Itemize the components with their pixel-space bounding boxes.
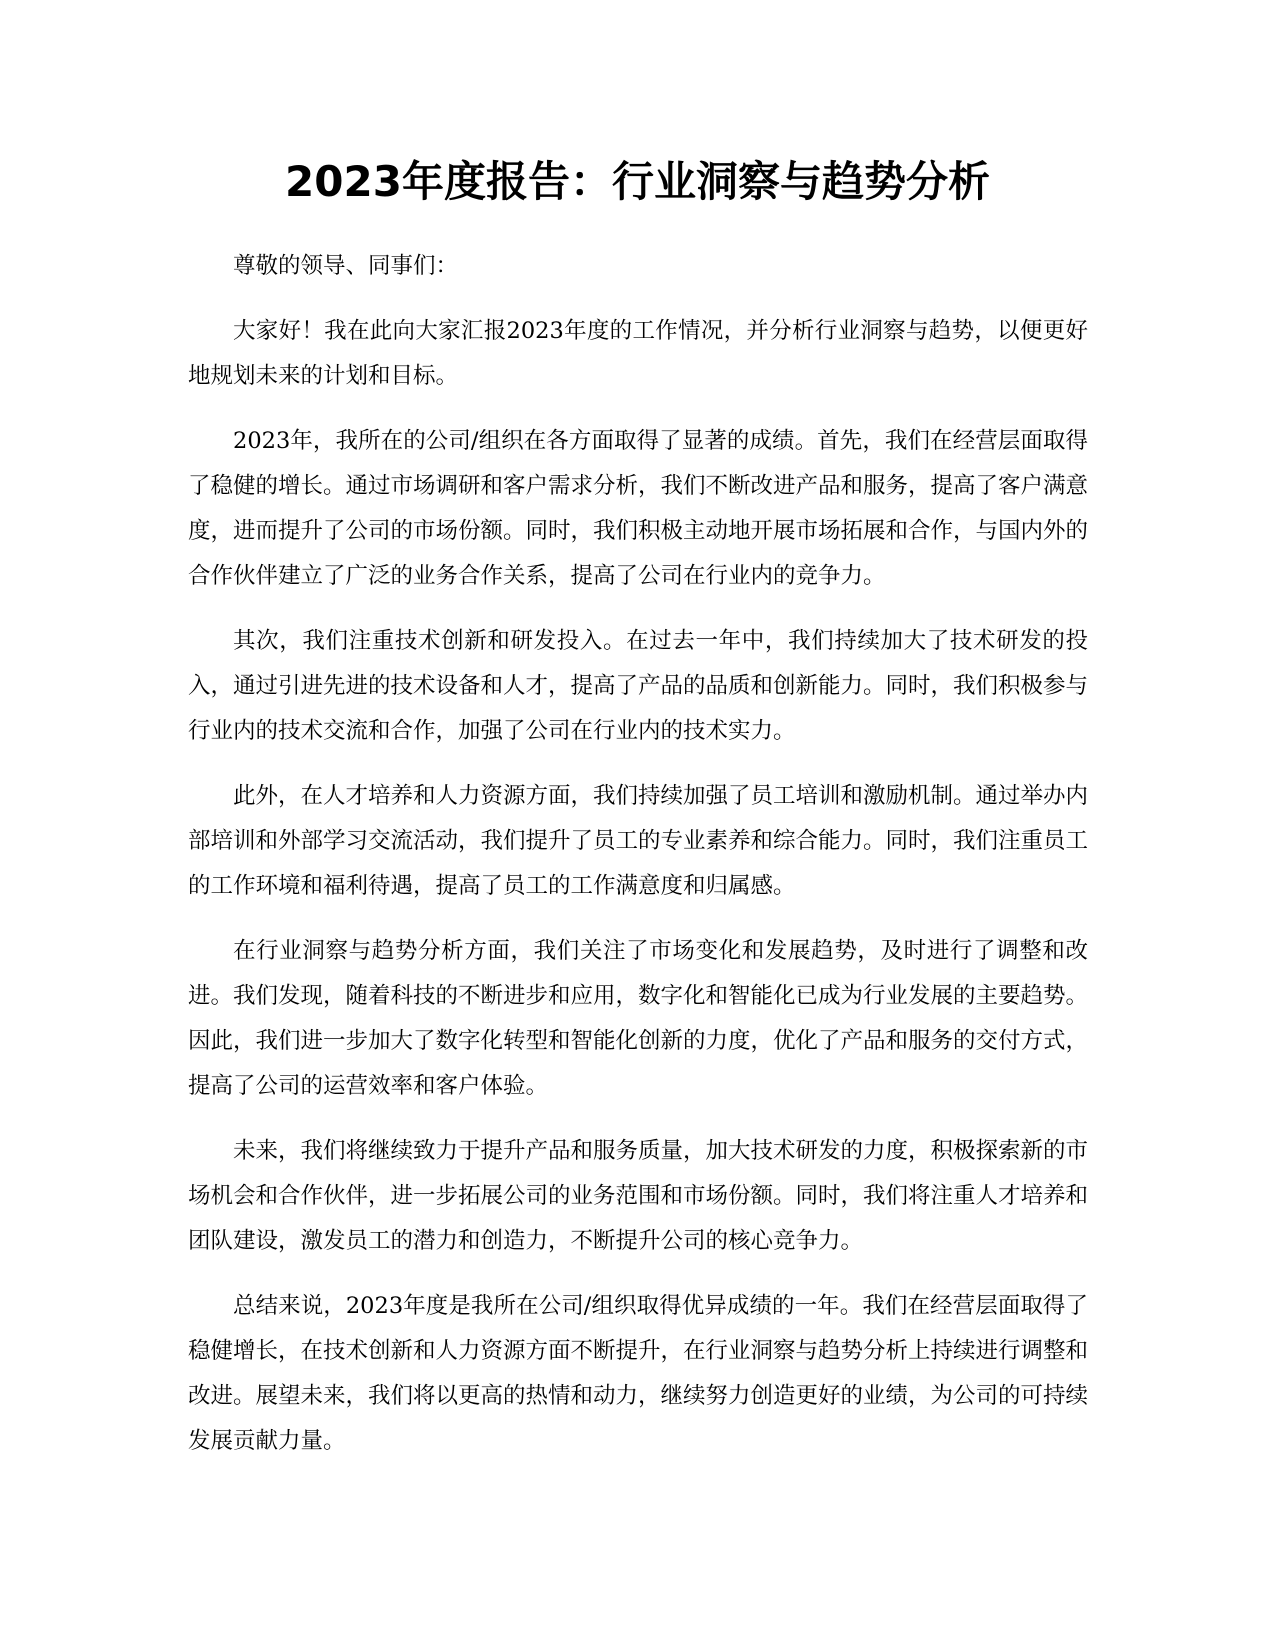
future-plans-paragraph: 未来，我们将继续致力于提升产品和服务质量，加大技术研发的力度，积极探索新的市场机会和合作伙伴，进一步拓展公司的业务范围和市场份额。同时，我们将注重人才培养和团队建设，激发员工的潜力和创造力，不断提升公司的核心竞争力。 bbox=[188, 1138, 1089, 1254]
greeting-paragraph: 大家好！我在此向大家汇报2023年度的工作情况，并分析行业洞察与趋势，以便更好地规划未来的计划和目标。 bbox=[188, 318, 1088, 389]
industry-trends-paragraph: 在行业洞察与趋势分析方面，我们关注了市场变化和发展趋势，及时进行了调整和改进。我们发现，随着科技的不断进步和应用，数字化和智能化已成为行业发展的主要趋势。因此，我们进一步加大了数字化转型和智能化创新的力度，优化了产品和服务的交付方式，提高了公司的运营效率和客户体验。 bbox=[188, 938, 1089, 1099]
business-growth-paragraph: 2023年，我所在的公司/组织在各方面取得了显著的成绩。首先，我们在经营层面取得了稳健的增长。通过市场调研和客户需求分析，我们不断改进产品和服务，提高了客户满意度，进而提升了公司的市场份额。同时，我们积极主动地开展市场拓展和合作，与国内外的合作伙伴建立了广泛的业务合作关系，提高了公司在行业内的竞争力。 bbox=[188, 428, 1089, 589]
technology-innovation-paragraph: 其次，我们注重技术创新和研发投入。在过去一年中，我们持续加大了技术研发的投入，通过引进先进的技术设备和人才，提高了产品的品质和创新能力。同时，我们积极参与行业内的技术交流和合作，加强了公司在行业内的技术实力。 bbox=[188, 628, 1089, 744]
talent-development-paragraph: 此外，在人才培养和人力资源方面，我们持续加强了员工培训和激励机制。通过举办内部培训和外部学习交流活动，我们提升了员工的专业素养和综合能力。同时，我们注重员工的工作环境和福利待遇，提高了员工的工作满意度和归属感。 bbox=[188, 783, 1089, 899]
document-body bbox=[188, 244, 1088, 1484]
salutation-paragraph: 尊敬的领导、同事们： bbox=[233, 253, 459, 279]
document-title: 2023年度报告：行业洞察与趋势分析 bbox=[285, 157, 990, 206]
conclusion-paragraph: 总结来说，2023年度是我所在公司/组织取得优异成绩的一年。我们在经营层面取得了稳健增长，在技术创新和人力资源方面不断提升，在行业洞察与趋势分析上持续进行调整和改进。展望未来，我们将以更高的热情和动力，继续努力创造更好的业绩，为公司的可持续发展贡献力量。 bbox=[188, 1293, 1089, 1454]
